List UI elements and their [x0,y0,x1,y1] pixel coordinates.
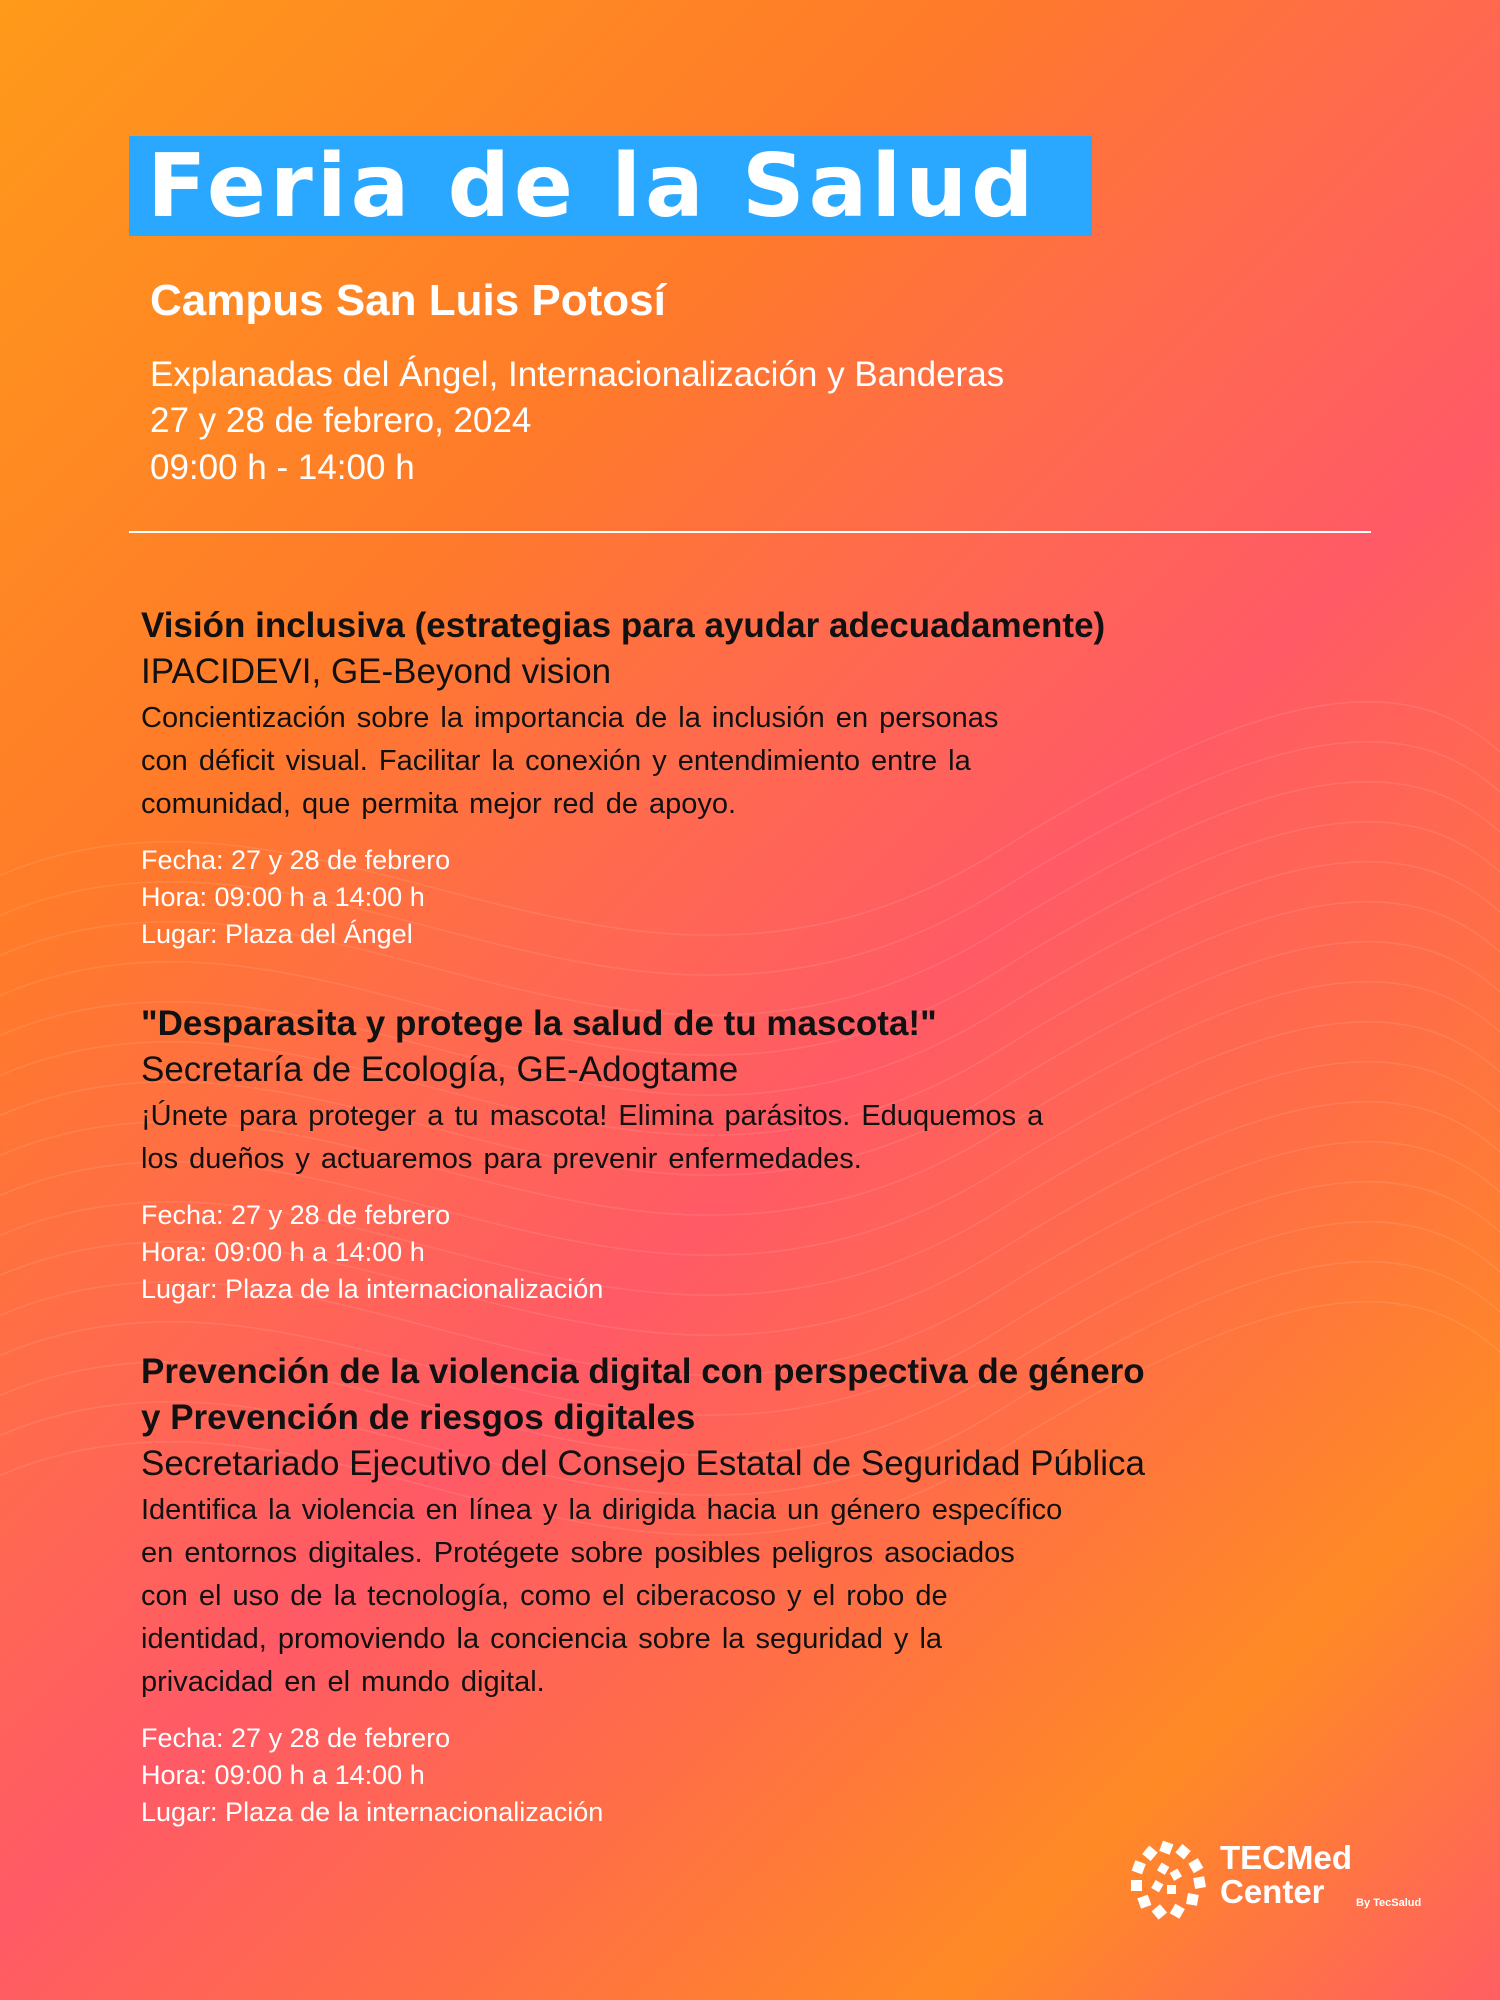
tecmed-center-logo [1128,1839,1422,1930]
event-description-line: Concientización sobre la importancia de la inclusión en personas [141,702,999,734]
event-description-line: con el uso de la tecnología, como el ciberacoso y el robo de [141,1580,948,1612]
event-description-line: ¡Únete para proteger a tu mascota! Elimina parásitos. Eduquemos a [141,1100,1044,1132]
event-description-line: con déficit visual. Facilitar la conexión y entendimiento entre la [141,745,971,777]
event-organizer: IPACIDEVI, GE-Beyond vision [141,652,612,691]
event-description [141,697,1291,826]
tecmed-logo-icon [1128,1840,1210,1922]
event-description-line: privacidad en el mundo digital. [141,1666,545,1698]
event-description-line: los dueños y actuaremos para prevenir enfermedades. [141,1143,862,1175]
logo-text-tecmed: TECMed [1220,1839,1352,1876]
event-date: Fecha: 27 y 28 de febrero [141,1200,451,1230]
event-location: Lugar: Plaza del Ángel [141,919,413,949]
event-title: y Prevención de riesgos digitales [141,1398,696,1437]
event-organizer: Secretaría de Ecología, GE-Adogtame [141,1050,739,1089]
event-description [141,1489,1291,1704]
logo-text-by-tecsalud: By TecSalud [1356,1897,1422,1909]
date-text: 27 y 28 de febrero, 2024 [150,401,532,440]
page-title: Feria de la Salud [147,135,1038,237]
event-time: Hora: 09:00 h a 14:00 h [141,1760,425,1790]
logo-text-center: Center [1220,1873,1325,1910]
venue-text: Explanadas del Ángel, Internacionalización y Banderas [150,355,1005,394]
event-time: Hora: 09:00 h a 14:00 h [141,882,425,912]
event-date: Fecha: 27 y 28 de febrero [141,1723,451,1753]
event-date: Fecha: 27 y 28 de febrero [141,845,451,875]
event-description-line: comunidad, que permita mejor red de apoyo. [141,788,737,820]
event-organizer: Secretariado Ejecutivo del Consejo Estatal de Seguridad Pública [141,1444,1145,1483]
event-title: Visión inclusiva (estrategias para ayudar adecuadamente) [141,606,1106,645]
event-title: Prevención de la violencia digital con perspectiva de género [141,1352,1145,1391]
event-description-line: Identifica la violencia en línea y la dirigida hacia un género específico [141,1494,1063,1526]
event-details [141,1720,1291,1831]
event-card-violencia-digital [141,1349,1291,1831]
time-text: 09:00 h - 14:00 h [150,448,415,487]
event-location: Lugar: Plaza de la internacionalización [141,1797,604,1827]
event-details [141,842,1291,953]
divider [129,531,1371,533]
event-details [141,1197,1291,1308]
event-description [141,1095,1291,1181]
title-banner [129,136,1092,236]
event-card-vision-inclusiva [141,603,1291,953]
event-title: "Desparasita y protege la salud de tu mascota!" [141,1004,937,1043]
event-location: Lugar: Plaza de la internacionalización [141,1274,604,1304]
event-description-line: en entornos digitales. Protégete sobre posibles peligros asociados [141,1537,1015,1569]
event-description-line: identidad, promoviendo la conciencia sobre la seguridad y la [141,1623,943,1655]
event-card-mascota [141,1001,1291,1308]
campus-name: Campus San Luis Potosí [150,276,666,325]
event-time: Hora: 09:00 h a 14:00 h [141,1237,425,1267]
